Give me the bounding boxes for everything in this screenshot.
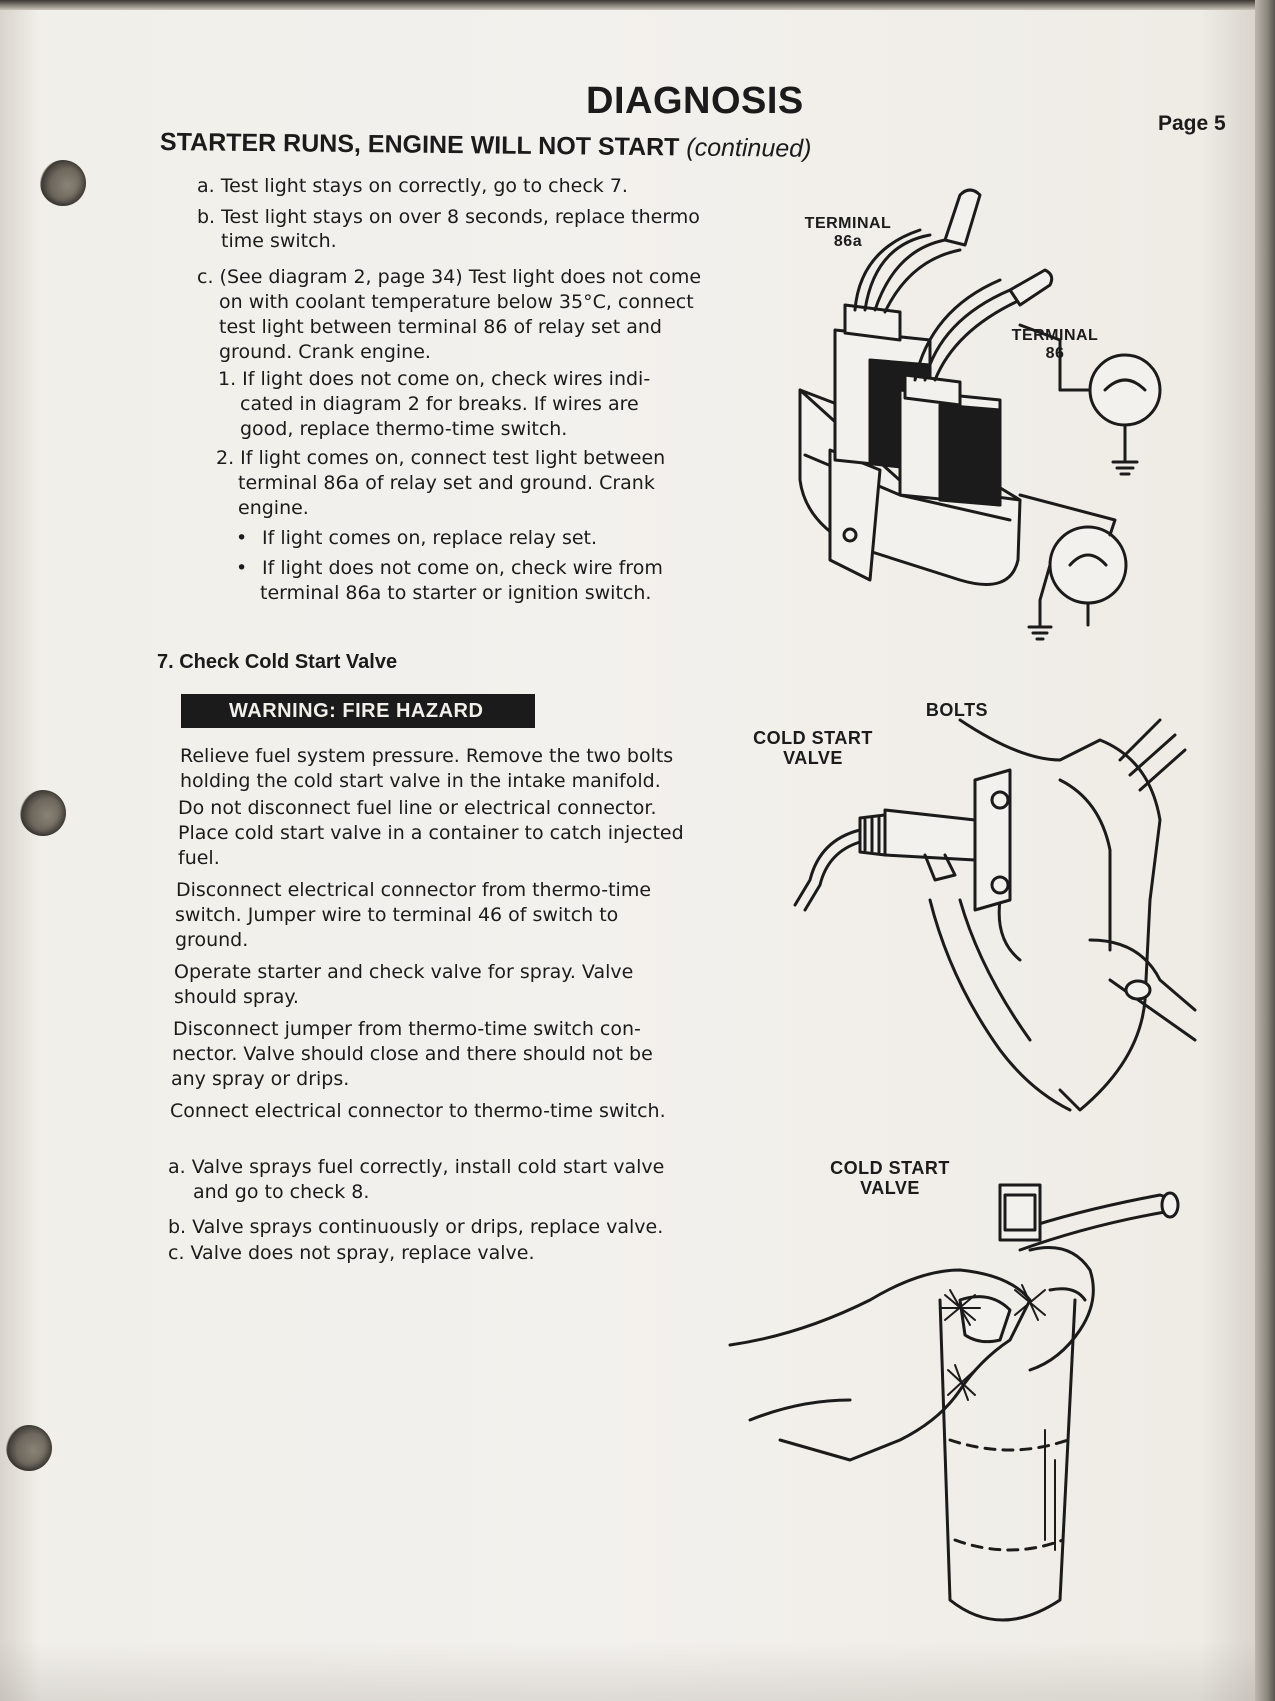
section-subtitle-text: STARTER RUNS, ENGINE WILL NOT START — [159, 128, 680, 162]
section-subtitle-continued: (continued) — [686, 133, 812, 163]
label-line: 86 — [1045, 345, 1065, 362]
page-number: Page 5 — [1158, 112, 1226, 135]
paragraph-line: should spray. — [174, 986, 299, 1008]
paragraph-line: Disconnect electrical connector from thermo-time — [176, 879, 652, 901]
label-line: VALVE — [860, 1178, 920, 1198]
step-b: b. Test light stays on over 8 seconds, replace thermo — [197, 206, 700, 228]
paragraph-line: Relieve fuel system pressure. Remove the two bolts — [180, 745, 674, 767]
substep-2-cont: terminal 86a of relay set and ground. Crank — [238, 472, 655, 494]
paragraph-line: Connect electrical connector to thermo-time switch. — [170, 1100, 666, 1122]
paragraph-line: nector. Valve should close and there should not be — [172, 1043, 653, 1065]
page-title: DIAGNOSIS — [586, 80, 804, 122]
paragraph-line: ground. — [175, 929, 249, 951]
bullet-marker: • — [236, 527, 248, 549]
paragraph-line: Do not disconnect fuel line or electrical connector. — [178, 797, 657, 819]
step-b-cont: time switch. — [221, 230, 337, 252]
paragraph-line: switch. Jumper wire to terminal 46 of switch to — [175, 904, 619, 926]
check-7-heading: 7. Check Cold Start Valve — [157, 651, 398, 673]
substep-1: 1. If light does not come on, check wires indi- — [218, 368, 651, 390]
bullet-marker: • — [236, 557, 248, 579]
label-line: VALVE — [783, 748, 843, 768]
label-line: 86a — [833, 233, 863, 250]
result-a: a. Valve sprays fuel correctly, install cold start valve — [168, 1156, 665, 1178]
substep-1-cont: cated in diagram 2 for breaks. If wires are — [240, 393, 639, 415]
bullet-2: If light does not come on, check wire from — [262, 557, 663, 579]
label-bolts: BOLTS — [925, 700, 989, 720]
bullet-1: If light comes on, replace relay set. — [262, 527, 598, 549]
step-c-cont: on with coolant temperature below 35°C, connect — [219, 291, 694, 313]
step-c: c. (See diagram 2, page 34) Test light does not come — [197, 266, 702, 288]
result-a-cont: and go to check 8. — [193, 1181, 370, 1203]
result-c: c. Valve does not spray, replace valve. — [168, 1242, 535, 1264]
label-line: COLD START — [830, 1158, 950, 1178]
paragraph-line: any spray or drips. — [171, 1068, 350, 1090]
paragraph-line: Disconnect jumper from thermo-time switch con- — [173, 1018, 641, 1040]
label-line: TERMINAL — [1011, 327, 1099, 344]
substep-2-cont: engine. — [238, 497, 309, 519]
step-a: a. Test light stays on correctly, go to check 7. — [197, 175, 628, 197]
warning-banner: WARNING: FIRE HAZARD — [181, 694, 535, 728]
bullet-2-cont: terminal 86a to starter or ignition switch. — [260, 582, 652, 604]
paragraph-line: holding the cold start valve in the intake manifold. — [180, 770, 661, 792]
label-line: COLD START — [753, 728, 873, 748]
step-c-cont: ground. Crank engine. — [219, 341, 431, 363]
paragraph-line: Operate starter and check valve for spray. Valve — [174, 961, 634, 983]
substep-2: 2. If light comes on, connect test light between — [216, 447, 666, 469]
paragraph-line: fuel. — [178, 847, 220, 869]
substep-1-cont: good, replace thermo-time switch. — [240, 418, 568, 440]
paragraph-line: Place cold start valve in a container to catch injected — [178, 822, 684, 844]
label-cold-start-valve-test — [820, 1158, 960, 1198]
label-line: TERMINAL — [804, 215, 892, 232]
step-c-cont: test light between terminal 86 of relay set and — [219, 316, 662, 338]
result-b: b. Valve sprays continuously or drips, replace valve. — [168, 1216, 664, 1238]
